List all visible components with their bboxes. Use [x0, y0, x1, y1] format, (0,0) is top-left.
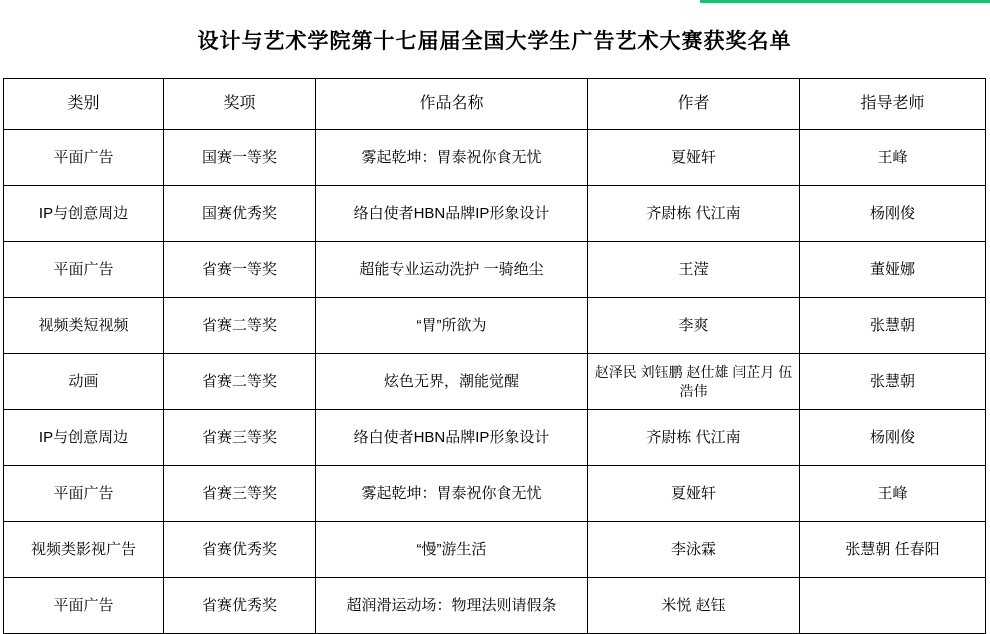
cell-author: 齐尉栋 代江南	[588, 186, 800, 242]
cell-award: 省赛优秀奖	[164, 522, 316, 578]
table-row	[4, 242, 986, 298]
column-header-category: 类别	[4, 79, 164, 130]
cell-award: 省赛优秀奖	[164, 578, 316, 634]
cell-work: “胃”所欲为	[316, 298, 588, 354]
cell-work: 雾起乾坤：胃泰祝你食无忧	[316, 466, 588, 522]
cell-category: 平面广告	[4, 466, 164, 522]
cell-category: 视频类短视频	[4, 298, 164, 354]
cell-author: 夏娅轩	[588, 466, 800, 522]
cell-category: 平面广告	[4, 578, 164, 634]
cell-award: 省赛一等奖	[164, 242, 316, 298]
cell-teacher: 王峰	[800, 466, 986, 522]
cell-teacher	[800, 578, 986, 634]
column-header-teacher: 指导老师	[800, 79, 986, 130]
cell-category: 动画	[4, 354, 164, 410]
table-row	[4, 130, 986, 186]
cell-award: 国赛一等奖	[164, 130, 316, 186]
table-row	[4, 578, 986, 634]
cell-teacher: 张慧朝	[800, 354, 986, 410]
table-row	[4, 522, 986, 578]
table-row	[4, 466, 986, 522]
page-title: 设计与艺术学院第十七届届全国大学生广告艺术大赛获奖名单	[4, 6, 986, 79]
cell-teacher: 张慧朝 任春阳	[800, 522, 986, 578]
cell-teacher: 杨刚俊	[800, 186, 986, 242]
column-header-work: 作品名称	[316, 79, 588, 130]
award-table	[3, 6, 986, 634]
column-header-award: 奖项	[164, 79, 316, 130]
cell-award: 省赛三等奖	[164, 466, 316, 522]
cell-category: IP与创意周边	[4, 186, 164, 242]
cell-teacher: 董娅娜	[800, 242, 986, 298]
cell-award: 省赛三等奖	[164, 410, 316, 466]
cell-work: 炫色无界，潮能觉醒	[316, 354, 588, 410]
cell-category: 平面广告	[4, 242, 164, 298]
cell-work: “慢”游生活	[316, 522, 588, 578]
award-list-sheet	[3, 6, 985, 634]
top-accent-bar	[700, 0, 990, 3]
cell-author: 米悦 赵钰	[588, 578, 800, 634]
cell-category: IP与创意周边	[4, 410, 164, 466]
table-row	[4, 298, 986, 354]
cell-work: 络白使者HBN品牌IP形象设计	[316, 410, 588, 466]
cell-category: 平面广告	[4, 130, 164, 186]
column-header-author: 作者	[588, 79, 800, 130]
cell-work: 超能专业运动洗护 一骑绝尘	[316, 242, 588, 298]
cell-category: 视频类影视广告	[4, 522, 164, 578]
cell-award: 省赛二等奖	[164, 298, 316, 354]
cell-award: 省赛二等奖	[164, 354, 316, 410]
cell-work: 雾起乾坤：胃泰祝你食无忧	[316, 130, 588, 186]
table-header-row	[4, 79, 986, 130]
cell-teacher: 王峰	[800, 130, 986, 186]
cell-author: 李泳霖	[588, 522, 800, 578]
table-row	[4, 410, 986, 466]
cell-author: 李爽	[588, 298, 800, 354]
cell-teacher: 张慧朝	[800, 298, 986, 354]
cell-award: 国赛优秀奖	[164, 186, 316, 242]
cell-author: 王滢	[588, 242, 800, 298]
cell-author: 赵泽民 刘钰鹏 赵仕雄 闫芷月 伍浩伟	[588, 354, 800, 410]
table-row	[4, 354, 986, 410]
title-row	[4, 6, 986, 79]
cell-work: 络白使者HBN品牌IP形象设计	[316, 186, 588, 242]
table-row	[4, 186, 986, 242]
cell-author: 齐尉栋 代江南	[588, 410, 800, 466]
cell-teacher: 杨刚俊	[800, 410, 986, 466]
cell-work: 超润滑运动场：物理法则请假条	[316, 578, 588, 634]
cell-author: 夏娅轩	[588, 130, 800, 186]
